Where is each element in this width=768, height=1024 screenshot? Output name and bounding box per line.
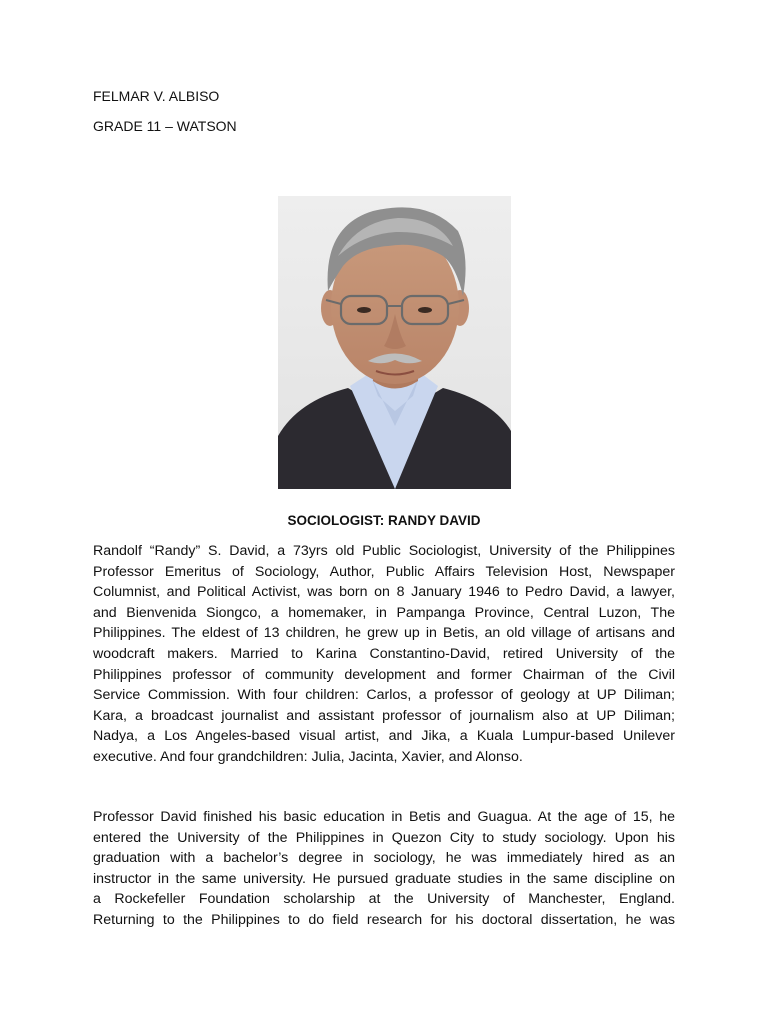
paragraph-line: Philippines professor of community development and former Chairman of the Civil	[93, 666, 675, 683]
paragraph-line: Columnist, and Political Activist, was born on 8 January 1946 to Pedro David, a lawyer,	[93, 584, 675, 601]
paragraph-line: Philippines. The eldest of 13 children, he grew up in Betis, an old village of artisans and	[93, 625, 675, 642]
paragraph-line: Professor Emeritus of Sociology, Author, Public Affairs Television Host, Newspaper	[93, 563, 675, 580]
paragraph-line: Nadya, a Los Angeles-based visual artist, and Jika, a Kuala Lumpur-based Unilever	[93, 728, 675, 745]
article-title: SOCIOLOGIST: RANDY DAVID	[287, 513, 481, 528]
paragraph-line: instructor in the same university. He pursued graduate studies in the same discipline on	[93, 870, 675, 887]
paragraph-1	[93, 541, 675, 768]
paragraph-line: Returning to the Philippines to do field research for his doctoral dissertation, he was	[93, 911, 675, 928]
student-name: FELMAR V. ALBISO	[93, 88, 220, 104]
portrait-photo	[278, 196, 511, 489]
student-grade-section: GRADE 11 – WATSON	[93, 118, 237, 134]
paragraph-line: Kara, a broadcast journalist and assistant professor of journalism also at UP Diliman;	[93, 707, 675, 724]
paragraph-line: executive. And four grandchildren: Julia, Jacinta, Xavier, and Alonso.	[93, 748, 523, 765]
paragraph-line: woodcraft makers. Married to Karina Constantino-David, retired University of the	[93, 645, 675, 662]
paragraph-line: Randolf “Randy” S. David, a 73yrs old Public Sociologist, University of the Philippines	[93, 543, 675, 559]
paragraph-2	[93, 807, 675, 931]
paragraph-line: entered the University of the Philippines in Quezon City to study sociology. Upon his	[93, 829, 675, 846]
paragraph-line: and Bienvenida Siongco, a homemaker, in Pampanga Province, Central Luzon, The	[93, 604, 675, 621]
paragraph-line: Professor David finished his basic education in Betis and Guagua. At the age of 15, he	[93, 809, 675, 825]
paragraph-line: a Rockefeller Foundation scholarship at the University of Manchester, England.	[93, 891, 675, 908]
paragraph-line: graduation with a bachelor’s degree in sociology, he was immediately hired as an	[93, 850, 675, 867]
paragraph-line: Service Commission. With four children: Carlos, a professor of geology at UP Diliman;	[93, 687, 675, 704]
